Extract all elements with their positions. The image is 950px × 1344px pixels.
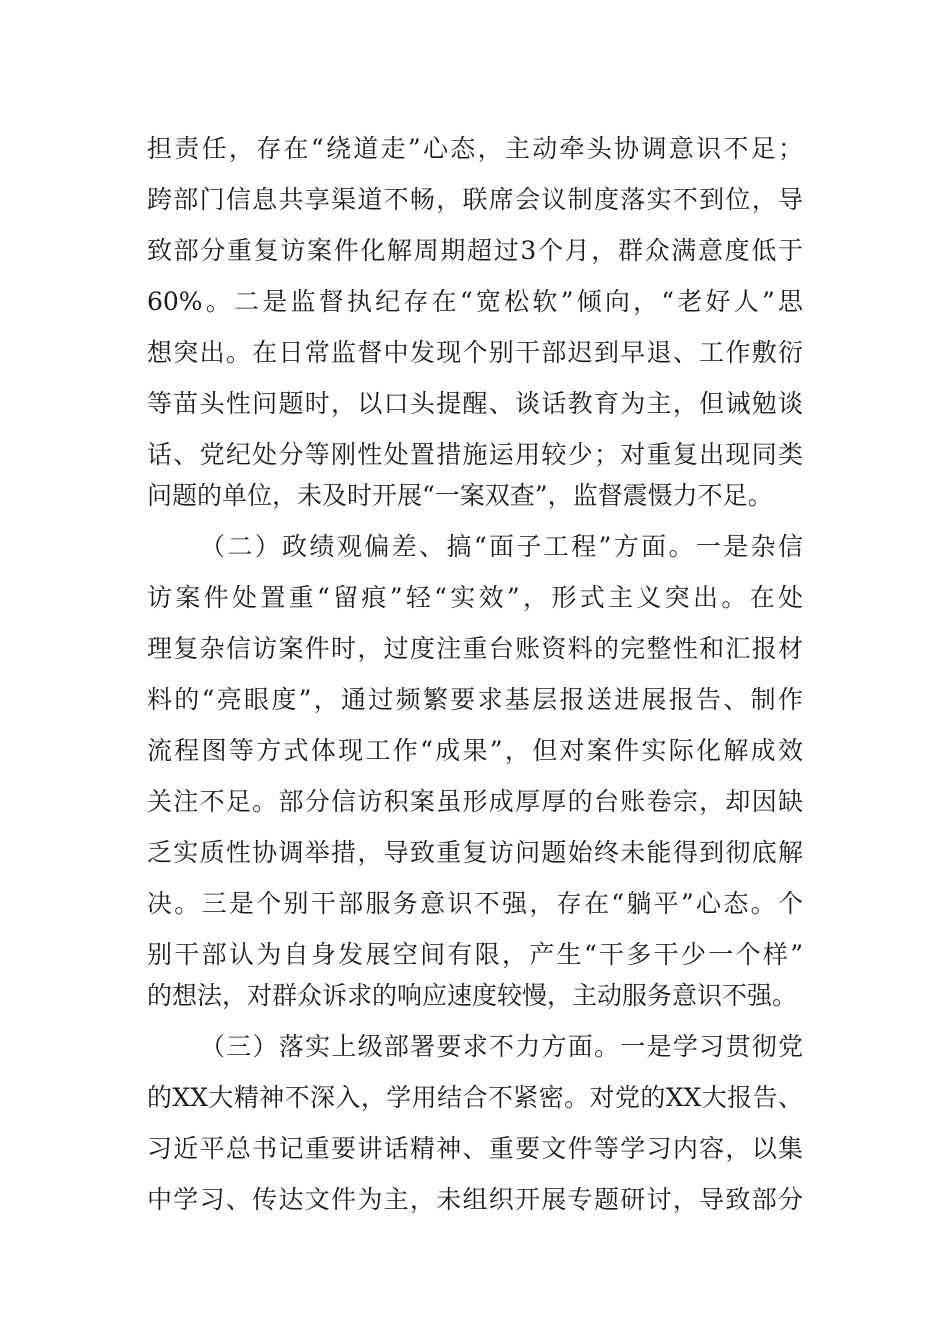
text-line: 别干部认为自身发展空间有限，产生“干多干少一个样”	[147, 940, 803, 969]
text-line: 问题的单位，未及时开展“一案双查”，监督震慑力不足。	[147, 481, 773, 510]
text-line: 想突出。在日常监督中发现个别干部迟到早退、工作敷衍	[147, 338, 803, 367]
text-line: 话、党纪处分等刚性处置措施运用较少；对重复出现同类	[147, 440, 803, 469]
text-line: 决。三是个别干部服务意识不强，存在“躺平”心态。个	[147, 889, 803, 918]
text-line: 访案件处置重“留痕”轻“实效”，形式主义突出。在处	[147, 583, 803, 612]
text-line: 中学习、传达文件为主，未组织开展专题研讨，导致部分	[147, 1185, 803, 1214]
text-line: 关注不足。部分信访积案虽形成厚厚的台账卷宗，却因缺	[147, 787, 803, 816]
text-line: 跨部门信息共享渠道不畅，联席会议制度落实不到位，导	[147, 185, 803, 214]
text-line: 担责任，存在“绕道走”心态，主动牵头协调意识不足；	[147, 134, 803, 163]
text-line: 的XX大精神不深入，学用结合不紧密。对党的XX大报告、	[147, 1083, 803, 1112]
text-line: 致部分重复访案件化解周期超过3个月，群众满意度低于	[147, 236, 803, 265]
text-line: 料的“亮眼度”，通过频繁要求基层报送进展报告、制作	[147, 685, 803, 714]
paragraph-heading-line: （三）落实上级部署要求不力方面。一是学习贯彻党	[200, 1032, 803, 1061]
text-line: 流程图等方式体现工作“成果”，但对案件实际化解成效	[147, 736, 803, 765]
text-line: 乏实质性协调举措，导致重复访问题始终未能得到彻底解	[147, 838, 803, 867]
text-line: 习近平总书记重要讲话精神、重要文件等学习内容，以集	[147, 1134, 803, 1163]
text-line: 60%。二是监督执纪存在“宽松软”倾向，“老好人”思	[147, 287, 803, 316]
text-line: 理复杂信访案件时，过度注重台账资料的完整性和汇报材	[147, 634, 803, 663]
paragraph-heading-line: （二）政绩观偏差、搞“面子工程”方面。一是杂信	[200, 532, 803, 561]
text-line: 的想法，对群众诉求的响应速度较慢，主动服务意识不强。	[147, 981, 798, 1010]
text-line: 等苗头性问题时，以口头提醒、谈话教育为主，但诫勉谈	[147, 389, 803, 418]
